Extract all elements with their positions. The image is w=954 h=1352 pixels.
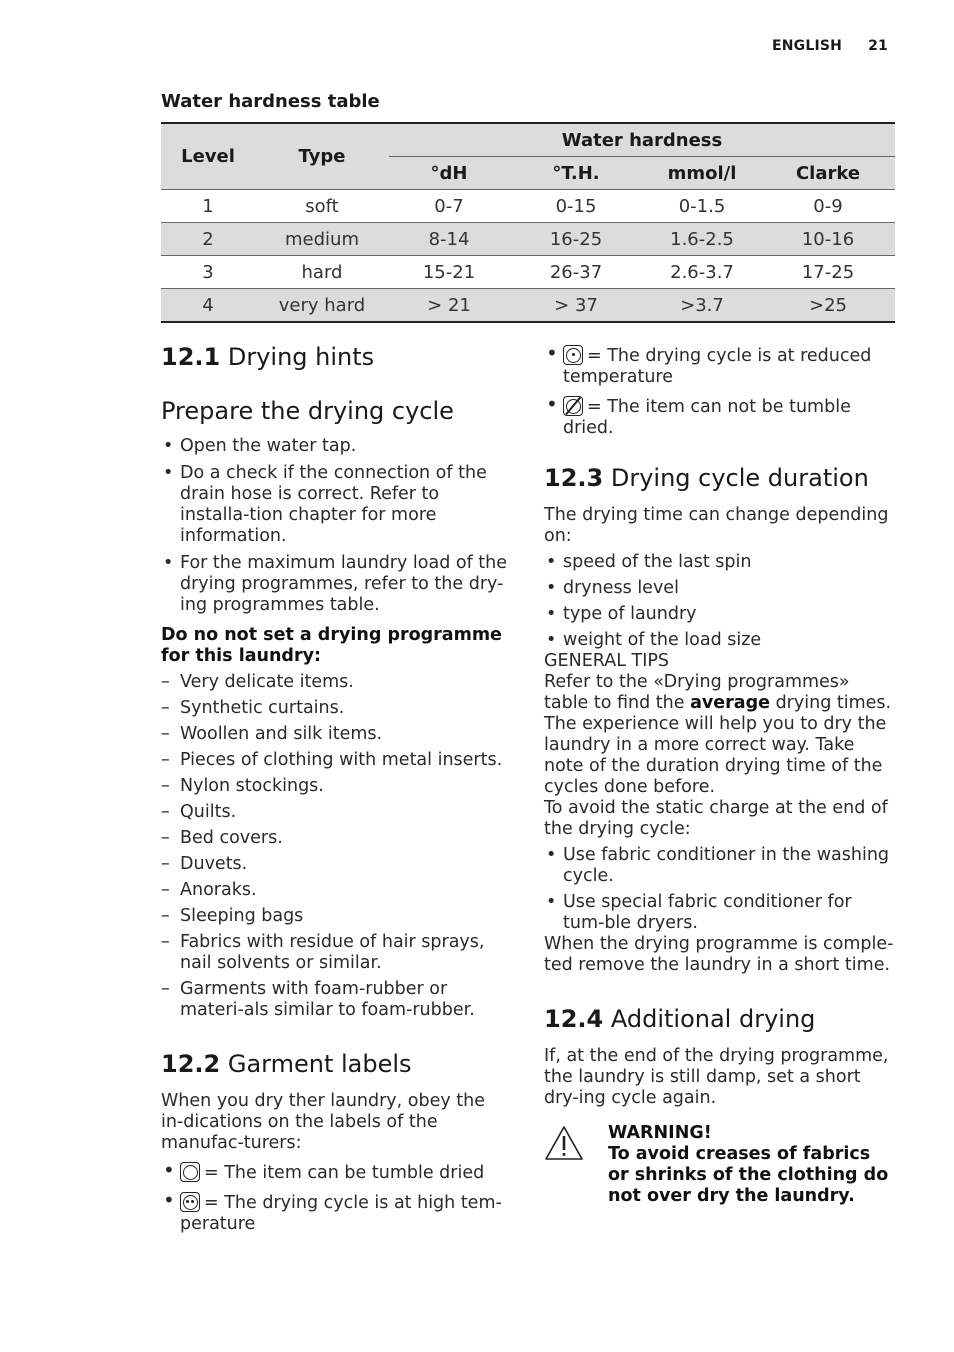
table-cell: 3 (161, 256, 255, 289)
table-title: Water hardness table (161, 91, 380, 112)
tip-paragraph: When the drying programme is comple-ted remove the laundry in a short time. (544, 934, 894, 975)
table-cell: 4 (161, 289, 255, 323)
table-cell: 15-21 (389, 256, 509, 289)
symbol-meaning: = The item can not be tumble dried. (563, 397, 851, 438)
list-item: • weight of the load size (544, 630, 894, 651)
list-item: – Woollen and silk items. (161, 724, 511, 745)
section-heading-12-3 (544, 463, 894, 493)
table-cell: 1.6-2.5 (643, 223, 761, 256)
col-header-dh: °dH (389, 157, 509, 190)
list-item: – Sleeping bags (161, 906, 511, 927)
list-item: • dryness level (544, 578, 894, 599)
tip-paragraph: To avoid the static charge at the end of the drying cycle: (544, 798, 888, 839)
tumble-dry-icon (180, 1162, 200, 1182)
section-number: 12.3 (544, 464, 604, 492)
col-header-water-hardness: Water hardness (389, 123, 895, 157)
table-row (161, 289, 895, 323)
page-header (746, 38, 888, 54)
symbol-meaning: = The drying cycle is at high tem-perature (180, 1193, 502, 1234)
table-cell: 0-1.5 (643, 190, 761, 223)
list-item: • Do a check if the connection of the drain hose is correct. Refer to installa-tion chapter for more information. (161, 463, 511, 547)
table-cell: 0-9 (761, 190, 895, 223)
tip-paragraph (544, 672, 894, 714)
list-item: • Open the water tap. (161, 436, 511, 457)
page-number: 21 (868, 38, 888, 54)
table-cell: 17-25 (761, 256, 895, 289)
table-cell: 2.6-3.7 (643, 256, 761, 289)
list-item: • type of laundry (544, 604, 894, 625)
table-cell: > 21 (389, 289, 509, 323)
section-number: 12.4 (544, 1005, 604, 1033)
list-item: – Fabrics with residue of hair sprays, nail solvents or similar. (161, 932, 511, 974)
list-item: – Duvets. (161, 854, 511, 875)
tip-emphasis: average (690, 693, 771, 713)
table-row (161, 190, 895, 223)
table-cell: 0-7 (389, 190, 509, 223)
water-hardness-table (161, 122, 895, 323)
table-cell: 16-25 (509, 223, 643, 256)
col-header-clarke: Clarke (761, 157, 895, 190)
warning-text: To avoid creases of fabrics or shrinks of the clothing do not over dry the laundry. (608, 1144, 889, 1206)
static-charge-list (544, 845, 894, 934)
section-heading-12-4 (544, 1004, 894, 1034)
col-header-type: Type (255, 123, 389, 190)
list-item: • Use fabric conditioner in the washing cycle. (544, 845, 894, 887)
table-cell: 1 (161, 190, 255, 223)
table-cell: >3.7 (643, 289, 761, 323)
tip-text: drying times. (770, 693, 892, 713)
list-item: • For the maximum laundry load of the drying programmes, refer to the dry-ing programmes table. (161, 553, 511, 616)
duration-intro: The drying time can change depending on: (544, 505, 889, 546)
table-cell: 8-14 (389, 223, 509, 256)
warning-title: WARNING! (608, 1123, 712, 1143)
garment-labels-intro: When you dry ther laundry, obey the in-dications on the labels of the manufac-turers: (161, 1091, 486, 1153)
care-symbol-list-continued (544, 345, 894, 439)
additional-drying-text: If, at the end of the drying programme, the laundry is still damp, set a short dry-ing cycle again. (544, 1046, 889, 1108)
list-item (161, 1162, 511, 1184)
table-cell: 0-15 (509, 190, 643, 223)
subheading-prepare: Prepare the drying cycle (161, 397, 454, 425)
symbol-meaning: = The drying cycle is at reduced temperature (563, 346, 872, 387)
symbol-meaning: = The item can be tumble dried (204, 1163, 485, 1183)
table-cell: > 37 (509, 289, 643, 323)
list-item: – Nylon stockings. (161, 776, 511, 797)
section-title: Drying hints (227, 343, 375, 371)
warning-box (544, 1123, 894, 1207)
table-cell: very hard (255, 289, 389, 323)
tip-text: Refer to the «Drying programmes» table to find the (544, 672, 850, 713)
list-item: – Pieces of clothing with metal inserts. (161, 750, 511, 771)
warning-triangle-icon (544, 1125, 584, 1161)
duration-factors-list (544, 552, 894, 651)
table-row (161, 223, 895, 256)
tumble-dry-low-heat-icon (563, 345, 583, 365)
section-title: Garment labels (227, 1050, 412, 1078)
table-cell: >25 (761, 289, 895, 323)
section-title: Drying cycle duration (610, 464, 869, 492)
list-item (544, 396, 894, 439)
list-item: – Anoraks. (161, 880, 511, 901)
section-title: Additional drying (610, 1005, 816, 1033)
col-header-mmol: mmol/l (643, 157, 761, 190)
list-item (544, 345, 894, 388)
care-symbol-list (161, 1162, 511, 1235)
list-item: • Use special fabric conditioner for tum-ble dryers. (544, 892, 894, 934)
do-not-tumble-dry-icon (563, 396, 583, 416)
list-item: – Very delicate items. (161, 672, 511, 693)
language-label: ENGLISH (772, 38, 843, 54)
general-tips-heading: GENERAL TIPS (544, 651, 670, 671)
exclusion-list (161, 672, 511, 1021)
list-item: – Bed covers. (161, 828, 511, 849)
tip-paragraph: The experience will help you to dry the laundry in a more correct way. Take note of the duration drying time of the cycles done before. (544, 714, 887, 797)
section-number: 12.2 (161, 1050, 221, 1078)
table-cell: 26-37 (509, 256, 643, 289)
list-item: – Synthetic curtains. (161, 698, 511, 719)
right-column (544, 345, 894, 1207)
table-cell: medium (255, 223, 389, 256)
left-column (161, 342, 511, 1235)
table-row (161, 256, 895, 289)
tumble-dry-high-heat-icon (180, 1192, 200, 1212)
col-header-level: Level (161, 123, 255, 190)
section-heading-12-2 (161, 1049, 511, 1079)
table-cell: 10-16 (761, 223, 895, 256)
list-item: – Quilts. (161, 802, 511, 823)
prepare-list (161, 436, 511, 616)
col-header-th: °T.H. (509, 157, 643, 190)
section-heading-12-1 (161, 342, 511, 372)
section-number: 12.1 (161, 343, 221, 371)
list-item: • speed of the last spin (544, 552, 894, 573)
notice-text: Do no not set a drying programme for this laundry: (161, 625, 502, 666)
table-cell: 2 (161, 223, 255, 256)
table-cell: soft (255, 190, 389, 223)
list-item (161, 1192, 511, 1235)
table-cell: hard (255, 256, 389, 289)
list-item: – Garments with foam-rubber or materi-als similar to foam-rubber. (161, 979, 511, 1021)
